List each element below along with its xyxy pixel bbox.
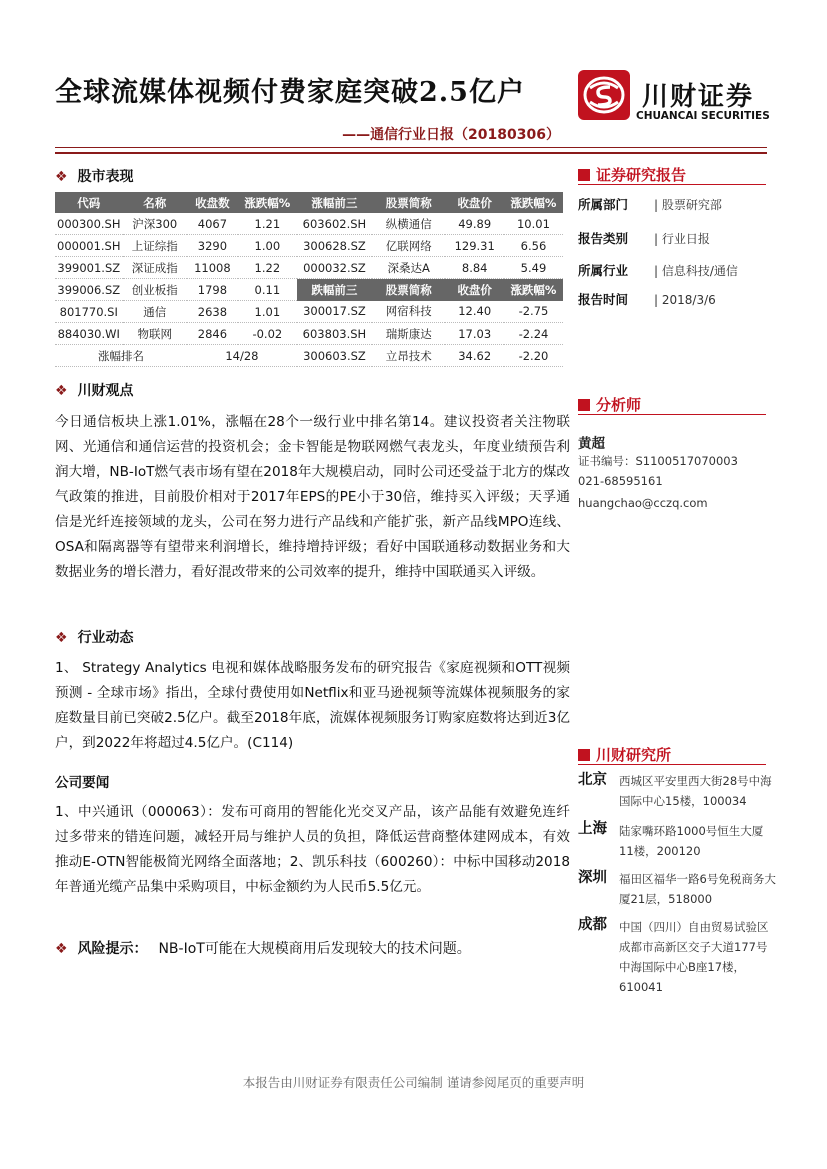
diamond-bullet-icon: ❖ bbox=[55, 630, 68, 646]
logo-text-en: CHUANCAI SECURITIES bbox=[636, 110, 770, 122]
diamond-bullet-icon: ❖ bbox=[55, 941, 68, 957]
analyst-cert: 证书编号：S1100517070003 bbox=[578, 454, 738, 468]
index-name: 上证综指 bbox=[123, 235, 187, 257]
index-name: 沪深300 bbox=[123, 213, 187, 235]
red-square-icon bbox=[578, 749, 590, 761]
stock-close: 12.40 bbox=[445, 301, 503, 323]
diamond-bullet-icon: ❖ bbox=[55, 383, 68, 399]
col-header-stock-change: 涨跌幅% bbox=[504, 279, 563, 301]
stock-close: 8.84 bbox=[445, 257, 503, 279]
company-paragraph: 1、中兴通讯（000063）：发布可商用的智能化光交叉产品，该产品能有效避免连纤过多带来的错连问题，减轻开局与维护人员的负担，降低运营商整体建网成本，有效推动E-OTN智能极简光网络全面落地；2、凯乐科技（600260）：中标中国移动2018年普通光缆产品集中采购项目，中标金额约为人民币5.5亿元。 bbox=[55, 804, 570, 895]
index-change: -0.02 bbox=[238, 323, 297, 345]
col-header-top-losers: 跌幅前三 bbox=[297, 279, 372, 301]
info-row-industry: 所属行业 | 信息科技/通信 bbox=[578, 263, 738, 278]
stock-change: 10.01 bbox=[504, 213, 563, 235]
industry-paragraph: 1、 Strategy Analytics 电视和媒体战略服务发布的研究报告《家庭视频和OTT视频预测 - 全球市场》指出，全球付费使用如Netflix和亚马逊视频等流媒体视频服务的家庭数量目前已突破2.5亿户。截至2018年底，流媒体视频服务订购家庭数将达到近3亿户，到2022年将超过4.5亿户。(C114) bbox=[55, 660, 570, 751]
section-heading-view: ❖ 川财观点 bbox=[55, 383, 134, 399]
sidebar-rule bbox=[578, 184, 766, 185]
rank-value: 14/28 bbox=[187, 345, 297, 367]
stock-code: 000032.SZ bbox=[297, 257, 372, 279]
stock-name: 立昂技术 bbox=[372, 345, 445, 367]
risk-text: NB-IoT可能在大规模商用后发现较大的技术问题。 bbox=[158, 941, 471, 957]
index-name: 通信 bbox=[123, 301, 187, 323]
company-logo bbox=[578, 70, 630, 120]
rank-label: 涨幅排名 bbox=[55, 345, 187, 367]
index-change: 0.11 bbox=[238, 279, 297, 301]
stock-code: 603602.SH bbox=[297, 213, 372, 235]
office-address-chengdu: 中国（四川）自由贸易试验区成都市高新区交子大道177号中海国际中心B座17楼，610041 bbox=[619, 920, 769, 994]
info-row-category: 报告类别 | 行业日报 bbox=[578, 231, 710, 246]
view-paragraph: 今日通信板块上涨1.01%，涨幅在28个一级行业中排名第14。建议投资者关注物联网、光通信和通信运营的投资机会；金卡智能是物联网燃气表龙头，年度业绩预告利润大增，NB-IoT燃气表市场有望在2018年大规模启动，同时公司还受益于北方的煤改气政策的推进，目前股价相对于2017年EPS的PE小于30倍，维持买入评级；天孚通信是光纤连接领域的龙头，公司在努力进行产品线和产能扩张，新产品线MPO连线、OSA和隔离器等有望带来利润增长，维持增持评级；看好中国联通移动数据业务和大数据业务的增长潜力，看好混改带来的公司效率的提升，维持中国联通买入评级。 bbox=[55, 414, 570, 580]
index-change: 1.00 bbox=[238, 235, 297, 257]
stock-name: 网宿科技 bbox=[372, 301, 445, 323]
section-heading-industry: ❖ 行业动态 bbox=[55, 630, 134, 646]
stock-change: -2.20 bbox=[504, 345, 563, 367]
col-header-code: 代码 bbox=[55, 192, 123, 213]
index-name: 物联网 bbox=[123, 323, 187, 345]
col-header-stock-close: 收盘价 bbox=[445, 192, 503, 213]
index-code: 399006.SZ bbox=[55, 279, 123, 301]
stock-name: 亿联网络 bbox=[372, 235, 445, 257]
index-name: 创业板指 bbox=[123, 279, 187, 301]
analyst-email[interactable]: huangchao@cczq.com bbox=[578, 496, 708, 510]
col-header-close: 收盘数 bbox=[187, 192, 238, 213]
col-header-top-gainers: 涨幅前三 bbox=[297, 192, 372, 213]
table-row bbox=[55, 235, 563, 257]
stock-change: 6.56 bbox=[504, 235, 563, 257]
stock-name: 瑞斯康达 bbox=[372, 323, 445, 345]
sidebar-heading-analyst: 分析师 bbox=[578, 394, 641, 415]
table-row bbox=[55, 213, 563, 235]
sidebar-heading-report: 证券研究报告 bbox=[578, 164, 686, 185]
footer-disclaimer: 本报告由川财证券有限责任公司编制 谨请参阅尾页的重要声明 bbox=[242, 1075, 585, 1090]
stock-name: 深桑达A bbox=[372, 257, 445, 279]
index-close: 2638 bbox=[187, 301, 238, 323]
red-square-icon bbox=[578, 399, 590, 411]
sidebar-rule bbox=[578, 764, 766, 765]
sidebar-rule bbox=[578, 414, 766, 415]
office-address-beijing: 西城区平安里西大街28号中海国际中心15楼，100034 bbox=[619, 774, 772, 808]
col-header-change: 涨跌幅% bbox=[238, 192, 297, 213]
index-change: 1.01 bbox=[238, 301, 297, 323]
office-city-shanghai: 上海 bbox=[578, 821, 607, 837]
table-row bbox=[55, 279, 563, 301]
analyst-name: 黄超 bbox=[578, 436, 605, 452]
stock-close: 49.89 bbox=[445, 213, 503, 235]
header-rule bbox=[55, 152, 767, 154]
col-header-stock-name: 股票简称 bbox=[372, 192, 445, 213]
table-row bbox=[55, 323, 563, 345]
stock-change: -2.24 bbox=[504, 323, 563, 345]
report-subtitle: ——通信行业日报（20180306） bbox=[342, 127, 560, 143]
office-city-shenzhen: 深圳 bbox=[578, 870, 607, 886]
col-header-stock-name: 股票简称 bbox=[372, 279, 445, 301]
index-close: 4067 bbox=[187, 213, 238, 235]
col-header-stock-close: 收盘价 bbox=[445, 279, 503, 301]
table-row bbox=[55, 301, 563, 323]
section-heading-market: ❖ 股市表现 bbox=[55, 169, 134, 185]
stock-change: -2.75 bbox=[504, 301, 563, 323]
market-table bbox=[55, 192, 563, 367]
col-header-name: 名称 bbox=[123, 192, 187, 213]
index-name: 深证成指 bbox=[123, 257, 187, 279]
index-code: 801770.SI bbox=[55, 301, 123, 323]
stock-code: 300603.SZ bbox=[297, 345, 372, 367]
index-close: 2846 bbox=[187, 323, 238, 345]
stock-close: 34.62 bbox=[445, 345, 503, 367]
header-rule-thin bbox=[55, 147, 767, 148]
stock-close: 129.31 bbox=[445, 235, 503, 257]
stock-code: 603803.SH bbox=[297, 323, 372, 345]
diamond-bullet-icon: ❖ bbox=[55, 169, 68, 185]
index-close: 11008 bbox=[187, 257, 238, 279]
stock-code: 300017.SZ bbox=[297, 301, 372, 323]
table-row bbox=[55, 257, 563, 279]
index-change: 1.22 bbox=[238, 257, 297, 279]
office-address-shanghai: 陆家嘴环路1000号恒生大厦11楼，200120 bbox=[619, 824, 764, 858]
info-row-department: 所属部门 | 股票研究部 bbox=[578, 197, 722, 212]
office-city-beijing: 北京 bbox=[578, 772, 607, 788]
index-code: 000300.SH bbox=[55, 213, 123, 235]
stock-code: 300628.SZ bbox=[297, 235, 372, 257]
index-close: 3290 bbox=[187, 235, 238, 257]
index-change: 1.21 bbox=[238, 213, 297, 235]
logo-emblem-icon bbox=[578, 70, 630, 120]
report-title: 全球流媒体视频付费家庭突破2.5亿户 bbox=[55, 77, 525, 108]
logo-text-cn: 川财证券 bbox=[642, 82, 755, 112]
table-row bbox=[55, 345, 563, 367]
index-code: 884030.WI bbox=[55, 323, 123, 345]
col-header-stock-change: 涨跌幅% bbox=[504, 192, 563, 213]
stock-change: 5.49 bbox=[504, 257, 563, 279]
section-heading-company: 公司要闻 bbox=[55, 775, 110, 791]
risk-line: ❖ 风险提示： NB-IoT可能在大规模商用后发现较大的技术问题。 bbox=[55, 941, 471, 957]
table-header-row bbox=[55, 192, 563, 213]
stock-close: 17.03 bbox=[445, 323, 503, 345]
office-city-chengdu: 成都 bbox=[578, 917, 607, 933]
red-square-icon bbox=[578, 169, 590, 181]
analyst-phone[interactable]: 021-68595161 bbox=[578, 474, 663, 488]
stock-name: 纵横通信 bbox=[372, 213, 445, 235]
index-close: 1798 bbox=[187, 279, 238, 301]
info-row-date: 报告时间 | 2018/3/6 bbox=[578, 292, 716, 307]
index-code: 399001.SZ bbox=[55, 257, 123, 279]
index-code: 000001.SH bbox=[55, 235, 123, 257]
office-address-shenzhen: 福田区福华一路6号免税商务大厦21层，518000 bbox=[619, 872, 776, 906]
sidebar-heading-institute: 川财研究所 bbox=[578, 744, 671, 765]
